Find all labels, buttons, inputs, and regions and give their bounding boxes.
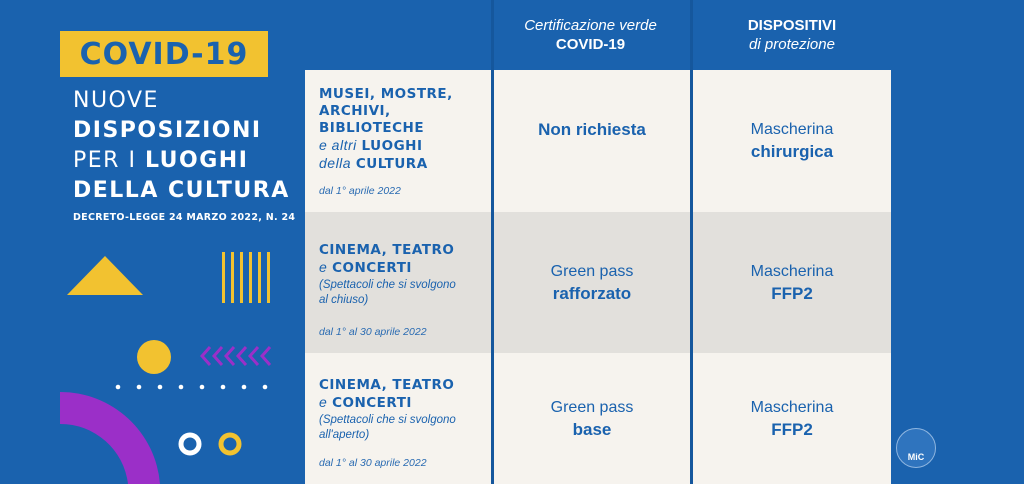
column-divider — [690, 0, 693, 484]
header-protection-devices: DISPOSITIVI di protezione — [747, 17, 837, 53]
triangle-shape — [67, 256, 143, 296]
left-panel — [0, 0, 305, 484]
venue-cell: CINEMA, TEATRO e CONCERTI (Spettacoli che si svolgono all'aperto) dal 1° al 30 aprile 2022 — [305, 353, 491, 484]
table-row — [305, 353, 891, 484]
stripes-shape — [222, 252, 274, 304]
mic-logo: MiC — [896, 428, 936, 468]
covid-badge: COVID-19 — [60, 31, 268, 77]
date-label: dal 1° al 30 aprile 2022 — [319, 457, 427, 469]
yellow-ring-shape — [217, 431, 243, 457]
purple-arc-shape — [60, 392, 160, 484]
headline-line3: PER I LUOGHI — [73, 148, 249, 173]
chevrons-shape — [200, 345, 274, 367]
yellow-circle-shape — [136, 339, 172, 375]
venue-cell: CINEMA, TEATRO e CONCERTI (Spettacoli che si svolgono al chiuso) dal 1° al 30 aprile 2022 — [305, 212, 491, 353]
device-cell: Mascherina chirurgica — [693, 70, 891, 212]
headline-line4: DELLA CULTURA — [73, 178, 290, 203]
date-label: dal 1° aprile 2022 — [319, 185, 401, 197]
headline-line1: NUOVE — [73, 88, 159, 113]
headline — [73, 86, 290, 206]
date-label: dal 1° al 30 aprile 2022 — [319, 326, 427, 338]
table-row — [305, 212, 891, 353]
white-ring-shape — [177, 431, 203, 457]
device-cell: Mascherina FFP2 — [693, 353, 891, 484]
venue-cell: MUSEI, MOSTRE, ARCHIVI, BIBLIOTECHE e altri LUOGHI della CULTURA dal 1° aprile 2022 — [305, 70, 491, 212]
certificate-cell: Green pass rafforzato — [494, 212, 690, 353]
header-green-certificate: Certificazione verde COVID-19 — [524, 17, 657, 53]
certificate-cell: Non richiesta — [494, 70, 690, 212]
decree-text: DECRETO-LEGGE 24 MARZO 2022, N. 24 — [73, 212, 296, 223]
dots-row-shape — [114, 383, 280, 391]
rules-table — [305, 0, 891, 484]
certificate-cell: Green pass base — [494, 353, 690, 484]
table-row — [305, 70, 891, 212]
column-divider — [491, 0, 494, 484]
headline-line2: DISPOSIZIONI — [73, 118, 262, 143]
device-cell: Mascherina FFP2 — [693, 212, 891, 353]
